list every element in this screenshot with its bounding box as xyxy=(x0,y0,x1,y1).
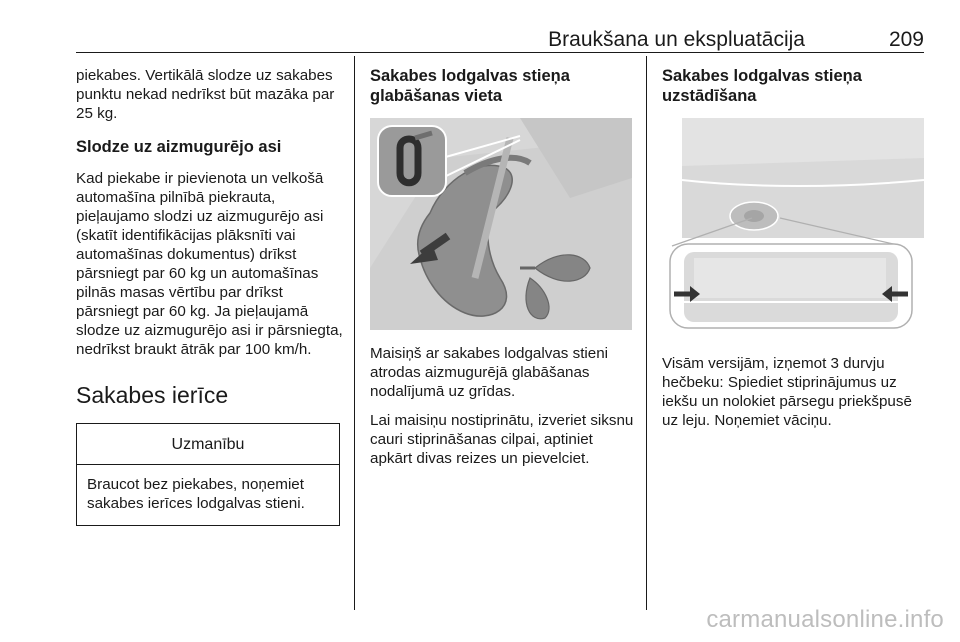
header-rule xyxy=(76,52,924,53)
storage-location-paragraph-1: Maisiņš ar sakabes lodgalvas stieni atrodas aizmugurējā glabāšanas nodalījumā uz grīdas. xyxy=(370,345,609,400)
intro-paragraph: piekabes. Vertikālā slodze uz sakabes punktu nekad nedrīkst būt mazāka par 25 kg. xyxy=(76,67,335,122)
watermark: carmanualsonline.info xyxy=(706,606,944,633)
rear-axle-load-heading: Slodze uz aizmugurējo asi xyxy=(76,138,282,156)
installation-paragraph-1: Visām versijām, izņemot 3 durvju hečbeku: Spiediet stiprinājumus uz iekšu un nolokiet pārsegu priekšpusē uz leju. Noņemiet vāciņu. xyxy=(662,355,912,429)
column-2 xyxy=(370,66,634,478)
rear-axle-load-paragraph: Kad piekabe ir pievienota un velkošā automašīna pilnībā piekrauta, pieļaujamo slodzi uz aizmugurējo asi (skatīt identifikācijas plāksnīti vai automašīnas dokumentus) drīkst pārsniegt par 60 kg un automašīnas pilnās masas vērtību par drīkst pārsniegt par 60 kg. Ja pieļaujamā slodze uz aizmugurējo asi ir pārsniegta, nedrīkst braukt ātrāk par 100 km/h. xyxy=(76,170,343,358)
column-divider-2 xyxy=(646,56,647,610)
column-3 xyxy=(662,66,932,440)
column-1 xyxy=(76,66,344,526)
caution-text: Braucot bez piekabes, noņemiet sakabes ierīces lodgalvas stieni. xyxy=(87,476,305,512)
page-number: 209 xyxy=(888,28,924,51)
column-divider-1 xyxy=(354,56,355,610)
caution-box xyxy=(76,423,340,526)
storage-bag-illustration xyxy=(370,118,632,330)
towing-device-heading: Sakabes ierīce xyxy=(76,382,229,408)
storage-location-paragraph-2: Lai maisiņu nostiprinātu, izveriet siksnu cauri stiprināšanas cilpai, aptiniet apkārt divas reizes un pievelciet. xyxy=(370,412,634,467)
installation-heading: Sakabes lodgalvas stieņa uzstādīšana xyxy=(662,67,862,105)
caution-title: Uzmanību xyxy=(77,424,339,465)
header-title: Braukšana un ekspluatācija xyxy=(548,28,805,51)
storage-location-heading: Sakabes lodgalvas stieņa glabāšanas vieta xyxy=(370,67,570,105)
bumper-cover-illustration xyxy=(662,118,924,332)
